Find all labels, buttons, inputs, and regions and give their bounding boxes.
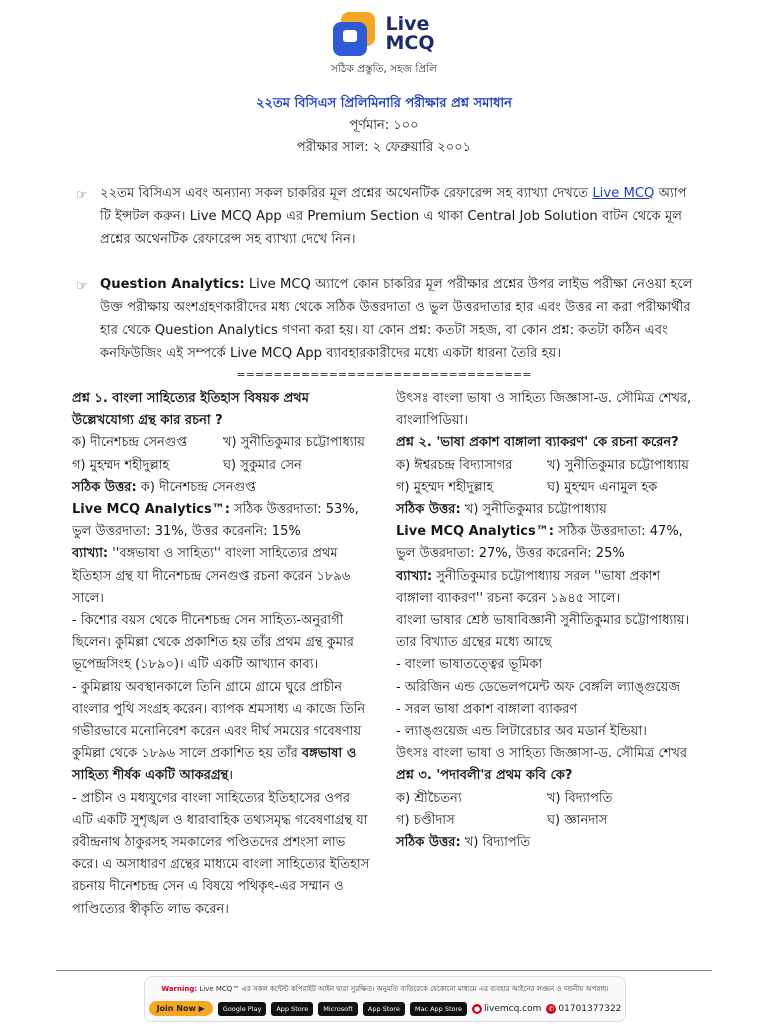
right-column [396,388,698,854]
footer-divider [56,970,712,971]
book-item: - ল্যাঙ্গুয়েজ এন্ড লিটারেচার অব মডার্ন ইন্ডিয়া। [396,724,647,740]
warning-text: Live MCQ™ এর সকল কন্টেন্ট কপিরাইট আইন দ্বারা সুরক্ষিত। অনুমতি ব্যতিরেকে যেকোনো মাধ্যমে এর ব্যবহার আইনের লঙ্ঘন ও দন্ডনীয় অপরাধ। [197,985,609,993]
live-mcq-link[interactable]: Live MCQ [592,186,655,201]
document-titles [0,93,768,159]
warning-label: Warning: [161,985,198,993]
option: ক) শ্রীচৈতন্য [396,790,462,806]
answer-label: সঠিক উত্তর: [396,502,461,518]
page-header [0,12,768,79]
question-2-options [396,455,698,499]
analytics-text: সঠিক উত্তরদাতা: 47%, ভুল উত্তরদাতা: 27%, উত্তর করেননি: 25% [396,524,683,562]
website-link[interactable] [472,1004,541,1014]
explanation-text: - কুমিল্লায় অবস্থানকালে তিনি গ্রামে গ্রামে ঘুরে প্রাচীন বাংলার পুথি সংগ্রহ করেন। ব্যাপক শ্রমসাধ্য এ কাজে তিনি গভীরভাবে মনোনিবেশ করেন এবং দীর্ঘ সময়ের গবেষণায় কুমিল্লা থেকে ১৮৯৬ সালে প্রকাশিত হয় তাঁর [72,679,366,762]
book-item: - অরিজিন এন্ড ডেভেলপমেন্ট অফ বেঙ্গলি ল্যাঙ্গুয়েজ [396,679,681,695]
footer-banner [144,976,626,1022]
phone-text: 01701377322 [558,1003,622,1014]
analytics-note-label: Question Analytics: [100,277,245,292]
explanation-highlight: বঙ্গভাষা ও সাহিত্য শীর্ষক একটি আকরগ্রন্থ [72,746,357,784]
explanation-paragraph [72,677,374,788]
tagline: সঠিক প্রস্তুতি, সহজ প্রিলি [330,63,438,75]
footer-actions [145,1001,625,1016]
globe-icon: ● [473,1004,481,1013]
question-3-answer [396,832,698,854]
pointing-hand-icon: ☞ [76,188,88,203]
question-1-analytics [72,499,374,543]
analytics-label: Live MCQ Analytics™: [396,524,554,540]
question-2-source: উৎসঃ বাংলা ভাষা ও সাহিত্য জিজ্ঞাসা-ড. সৌমিত্র শেখর [396,746,688,762]
install-note-text-1: ২২তম বিসিএস এবং অন্যান্য সকল চাকরির মূল প্রশ্নের অথেনটিক রেফারেন্স সহ ব্যাখ্যা দেখতে [100,186,593,201]
question-1-options [72,432,374,476]
analytics-note-text: Live MCQ অ্যাপে কোন চাকরির মূল পরীক্ষার প্রশ্নের উপর লাইভ পরীক্ষা নেওয়া হলে উক্ত পরীক্ষায় অংশগ্রহণকারীদের মধ্য থেকে সঠিক উত্তরদাতা ও ভুল উত্তরদাতার হার এবং উত্তর না করা পরীক্ষার্থীর হার থেকে Question Analytics গণনা করা হয়। যা কোন প্রশ্ন: কতটা সহজ, বা কোন প্রশ্ন: কতটা কঠিন এবং কনফিউজিং এই সম্পর্কে Live MCQ App ব্যাবহারকারীদের মধ্যে একটা ধারনা তৈরি হয়। [100,277,693,361]
app-store-badge-2[interactable]: App Store [363,1002,405,1016]
option: ঘ) সুকুমার সেন [223,457,302,473]
option: ক) দীনেশচন্দ্র সেনগুপ্ত [72,435,188,451]
option: ঘ) জ্ঞানদাস [547,812,608,828]
answer-text: ক) দীনেশচন্দ্র সেনগুপ্ত [136,479,256,495]
left-column [72,388,374,921]
explanation-paragraph: বাংলা ভাষার শ্রেষ্ঠ ভাষাবিজ্ঞানী সুনীতিকুমার চট্টোপাধ্যায়। [396,613,690,629]
option: খ) সুনীতিকুমার চট্টোপাধ্যায় [547,457,689,473]
app-store-badge[interactable]: App Store [271,1002,313,1016]
copyright-warning [145,983,625,995]
question-1-source: উৎসঃ বাংলা ভাষা ও সাহিত্য জিজ্ঞাসা-ড. সৌমিত্র শেখর, বাংলাপিডিয়া। [396,391,692,429]
option: ক) ঈশ্বরচন্দ্র বিদ্যাসাগর [396,457,513,473]
website-text: livemcq.com [484,1003,542,1014]
explanation-paragraph: - প্রাচীন ও মধ্যযুগের বাংলা সাহিত্যের ইতিহাসের ওপর এটি একটি সুশৃঙ্খল ও ধারাবাহিক তথ্যসমৃদ্ধ গবেষণাগ্রন্থ যা রবীন্দ্রনাথ ঠাকুরসহ সমকালের পণ্ডিতদের প্রশংসা লাভ করে। এ অসাধারণ গ্রন্থের মাধ্যমে বাংলা সাহিত্যের ইতিহাস রচনায় দীনেশচন্দ্র সেন এ বিষয়ে পথিকৃৎ-এর সম্মান ও পাণ্ডিত্যের স্বীকৃতি লাভ করেন। [72,790,370,917]
section-divider: ================================ [236,368,532,381]
option: গ) মুহম্মদ শহীদুল্লাহ [72,457,170,473]
logo-line2: MCQ [385,32,435,54]
answer-text: খ) বিদ্যাপতি [460,835,531,851]
analytics-text: সঠিক উত্তরদাতা: 53%, ভুল উত্তরদাতা: 31%, উত্তর করেননি: 15% [72,502,359,540]
question-1-explanation [72,543,374,610]
logo-mark-icon [333,12,377,56]
option: খ) সুনীতিকুমার চট্টোপাধ্যায় [223,435,365,451]
explanation-text: ''বঙ্গভাষা ও সাহিত্য'' বাংলা সাহিত্যের প্রথম ইতিহাস গ্রন্থ যা দীনেশচন্দ্র সেনগুপ্ত রচনা করেন ১৮৯৬ সালে। [72,546,351,606]
question-3: প্রশ্ন ৩. 'পদাবলী'র প্রথম কবি কে? [396,768,573,784]
analytics-label: Live MCQ Analytics™: [72,502,230,518]
pointing-hand-icon: ☞ [76,279,88,294]
install-note [76,182,698,251]
option: গ) মুহম্মদ শহীদুল্লাহ [396,479,494,495]
book-item: - বাংলা ভাষাতত্ত্বের ভূমিকা [396,657,543,673]
phone-icon: ✆ [546,1004,556,1014]
question-2-analytics [396,521,698,565]
google-play-badge[interactable]: Google Play [218,1002,267,1016]
analytics-note [76,273,698,365]
document-title: ২২তম বিসিএস প্রিলিমিনারি পরীক্ষার প্রশ্ন সমাধান [256,96,512,111]
full-marks: পূর্ণমান: ১০০ [349,118,419,133]
install-note-text-2: অ্যাপ টি ইন্সটল করুন। Live MCQ App এর Premium Section এ থাকা Central Job Solution বাটন থেকে মূল প্রশ্নের অথেনটিক রেফারেন্স সহ ব্যাখ্যা দেখে নিন। [100,186,687,247]
option: ঘ) মুহম্মদ এনামুল হক [547,479,658,495]
question-1: প্রশ্ন ১. বাংলা সাহিত্যের ইতিহাস বিষয়ক প্রথম উল্লেখযোগ্য গ্রন্থ কার রচনা ? [72,391,309,429]
live-mcq-logo [333,12,434,56]
exam-date: পরীক্ষার সাল: ২ ফেব্রুয়ারি ২০০১ [296,140,472,155]
explanation-paragraph: - কিশোর বয়স থেকে দীনেশচন্দ্র সেন সাহিত্য-অনুরাগী ছিলেন। কুমিল্লা থেকে প্রকাশিত হয় তাঁর প্রথম গ্রন্থ কুমার ভূপেন্দ্রসিংহ (১৮৯০)। এটি একটি আখ্যান কাব্য। [72,613,354,673]
join-now-button[interactable]: Join Now ▶ [149,1001,213,1016]
question-2-explanation [396,566,698,610]
explanation-paragraph: তার বিখ্যাত গ্রন্থের মধ্যে আছে [396,635,552,651]
logo-line1: Live [385,13,430,35]
answer-text: খ) সুনীতিকুমার চট্টোপাধ্যায় [460,502,607,518]
logo-wordmark [385,15,434,53]
mac-app-store-badge[interactable]: Mac App Store [410,1002,467,1016]
explanation-label: ব্যাখ্যা: [396,568,433,584]
question-2-answer [396,499,698,521]
answer-label: সঠিক উত্তর: [396,835,461,851]
question-3-options [396,788,698,832]
microsoft-store-badge[interactable]: Microsoft [318,1002,358,1016]
book-item: - সরল ভাষা প্রকাশ বাঙ্গালা ব্যাকরণ [396,701,578,717]
explanation-text: সুনীতিকুমার চট্টোপাধ্যায় সরল ''ভাষা প্রকাশ বাঙ্গালা ব্যাকরণ'' রচনা করেন ১৯৪৫ সালে। [396,568,661,606]
explanation-text-end: । [228,768,234,784]
question-2: প্রশ্ন ২. 'ভাষা প্রকাশ বাঙ্গালা ব্যাকরণ' কে রচনা করেন? [396,435,679,451]
question-1-answer [72,477,374,499]
option: গ) চণ্ডীদাস [396,812,455,828]
option: খ) বিদ্যাপতি [547,790,613,806]
explanation-label: ব্যাখ্যা: [72,546,109,562]
answer-label: সঠিক উত্তর: [72,479,137,495]
phone-link[interactable] [546,1004,621,1014]
